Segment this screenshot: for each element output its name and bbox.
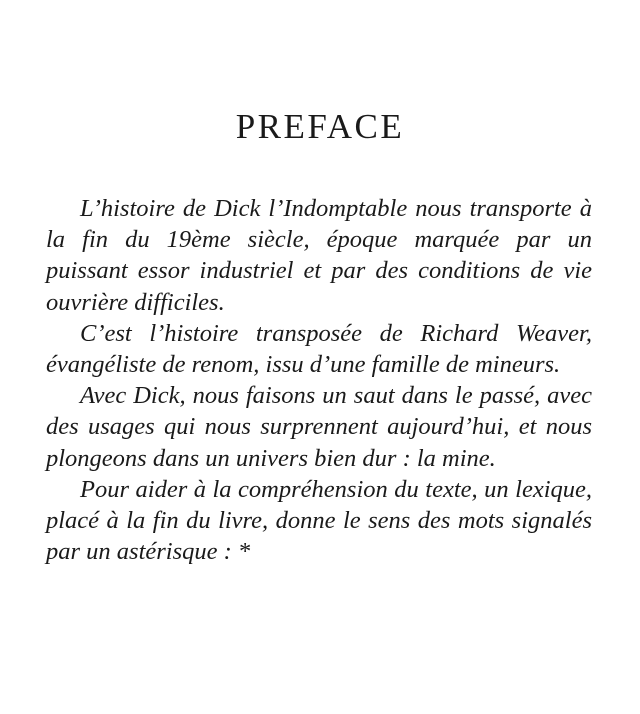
paragraph-2: C’est l’histoire transposée de Richard Weaver, évangéliste de renom, issu d’une famille de mineurs. <box>46 319 592 379</box>
paragraph-1: L’histoire de Dick l’Indomptable nous transporte à la fin du 19ème siècle, époque marquée par un puissant essor industriel et par des conditions de vie ouvrière difficiles. <box>46 195 592 316</box>
preface-body <box>46 193 592 567</box>
paragraph-3: Avec Dick, nous faisons un saut dans le passé, avec des usages qui nous surprennent aujourd’hui, et nous plongeons dans un univers bien dur : la mine. <box>46 382 592 472</box>
paragraph-4: Pour aider à la compréhension du texte, un lexique, placé à la fin du livre, donne le sens des mots signalés par un astérisque : * <box>46 475 592 566</box>
page-title: PREFACE <box>235 107 405 147</box>
